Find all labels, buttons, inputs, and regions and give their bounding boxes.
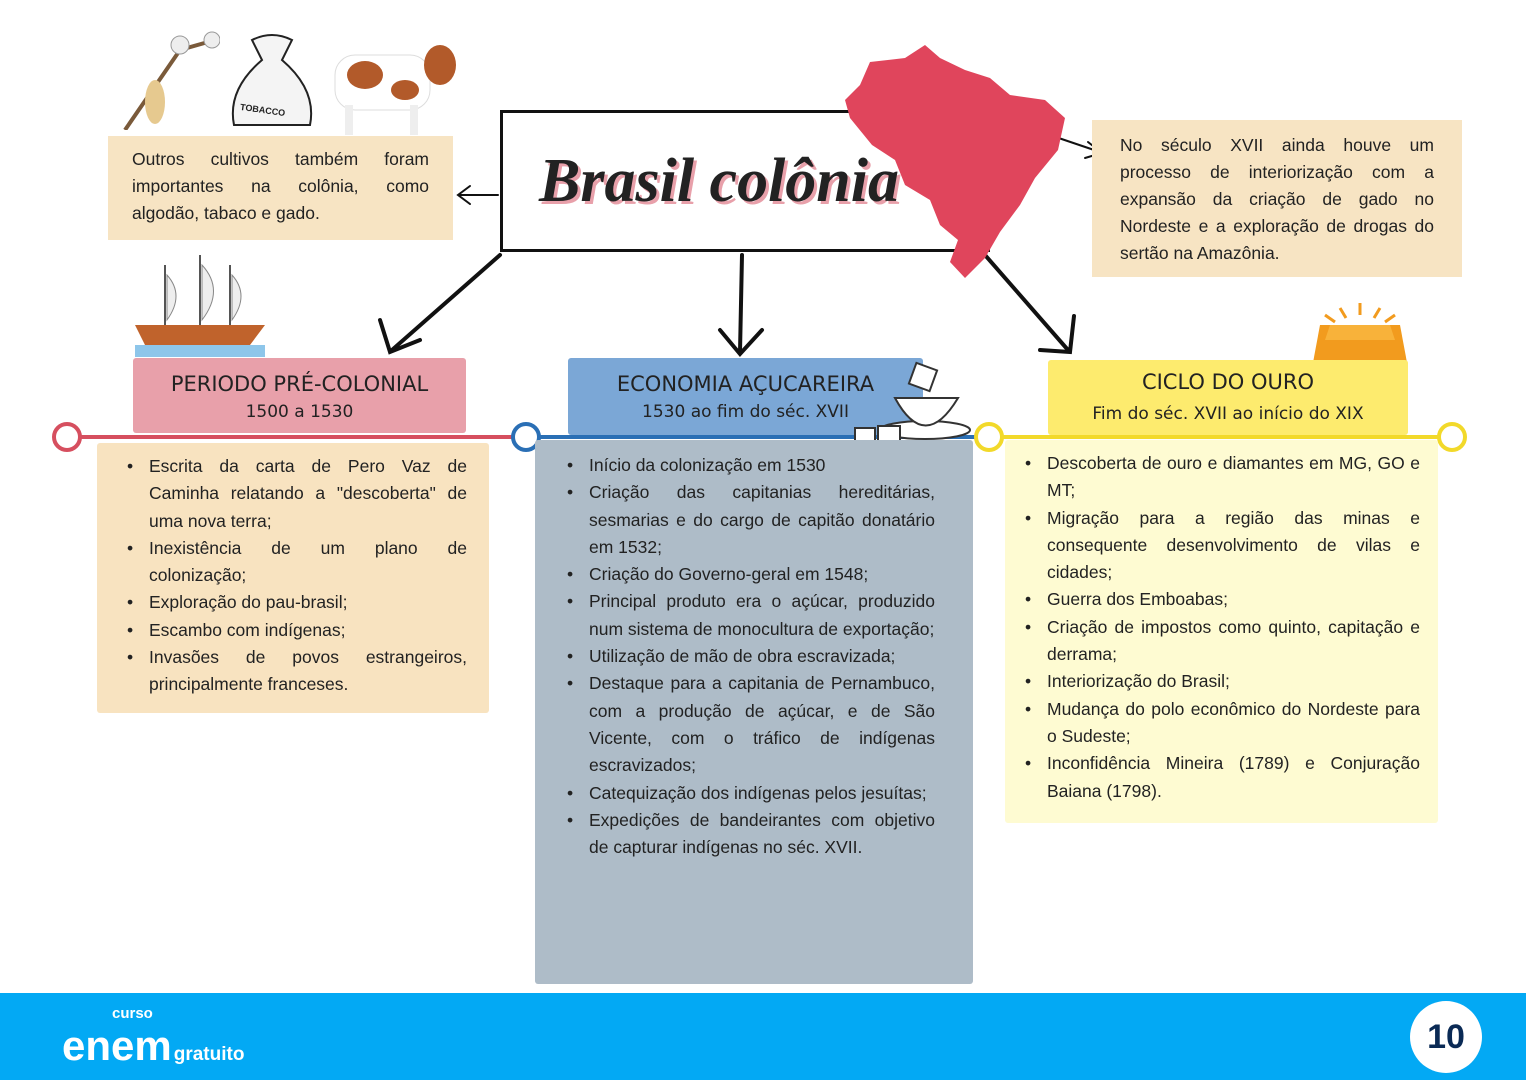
list-item: • Criação de impostos como quinto, capitação e derrama; bbox=[1019, 614, 1420, 669]
page-title: Brasil colônia bbox=[539, 147, 900, 215]
column-title: PERIODO PRÉ-COLONIAL bbox=[170, 372, 429, 396]
list-item: • Invasões de povos estrangeiros, principalmente franceses. bbox=[121, 644, 467, 699]
pre-colonial-body bbox=[97, 443, 489, 713]
column-period: 1530 ao fim do séc. XVII bbox=[642, 402, 849, 422]
list-item: • Descoberta de ouro e diamantes em MG, GO e MT; bbox=[1019, 450, 1420, 505]
list-item: • Principal produto era o açúcar, produzido num sistema de monocultura de exportação; bbox=[561, 588, 935, 643]
list-item: • Escrita da carta de Pero Vaz de Caminha relatando a "descoberta" de uma nova terra; bbox=[121, 453, 467, 535]
sugar-bowl-icon bbox=[850, 358, 975, 453]
list-item: • Catequização dos indígenas pelos jesuítas; bbox=[561, 780, 935, 807]
timeline-node bbox=[974, 422, 1004, 452]
list-item: • Destaque para a capitania de Pernambuco, com a produção de açúcar, e de São Vicente, com o tráfico de indígenas escravizados; bbox=[561, 670, 935, 779]
timeline-node bbox=[1437, 422, 1467, 452]
list-item: • Inexistência de um plano de colonização; bbox=[121, 535, 467, 590]
list-item: • Escambo com indígenas; bbox=[121, 617, 467, 644]
list-item: • Guerra dos Emboabas; bbox=[1019, 586, 1420, 613]
gold-cycle-header bbox=[1048, 360, 1408, 435]
list-item: • Expedições de bandeirantes com objetivo de capturar indígenas no séc. XVII. bbox=[561, 807, 935, 862]
timeline-node bbox=[52, 422, 82, 452]
list-item: • Inconfidência Mineira (1789) e Conjuração Baiana (1798). bbox=[1019, 750, 1420, 805]
timeline-line-yellow bbox=[1002, 435, 1438, 439]
page-number: 10 bbox=[1410, 1001, 1482, 1073]
list-item: • Exploração do pau-brasil; bbox=[121, 589, 467, 616]
brazil-map-icon bbox=[845, 45, 1075, 285]
list-item: • Migração para a região das minas e consequente desenvolvimento de vilas e cidades; bbox=[1019, 505, 1420, 587]
cotton-plant-icon bbox=[120, 30, 220, 130]
timeline-line-red bbox=[80, 435, 520, 439]
list-item: • Criação do Governo-geral em 1548; bbox=[561, 561, 935, 588]
other-crops-note: Outros cultivos também foram importantes na colônia, como algodão, tabaco e gado. bbox=[108, 136, 453, 240]
pre-colonial-header bbox=[133, 358, 466, 433]
interiorization-note: No século XVII ainda houve um processo de interiorização com a expansão da criação de gado no Nordeste e a exploração de drogas do sertão na Amazônia. bbox=[1092, 120, 1462, 277]
column-title: ECONOMIA AÇUCAREIRA bbox=[616, 372, 875, 396]
brand-logo[interactable] bbox=[62, 1005, 244, 1069]
gold-cycle-body bbox=[1005, 440, 1438, 823]
cow-icon bbox=[325, 35, 465, 140]
list-item: • Utilização de mão de obra escravizada; bbox=[561, 643, 935, 670]
logo-main: enem bbox=[62, 1022, 172, 1069]
tobacco-label: TOBACCO bbox=[239, 101, 286, 119]
sugar-economy-body bbox=[535, 440, 973, 984]
logo-small: curso bbox=[112, 1005, 153, 1022]
list-item: • Mudança do polo econômico do Nordeste para o Sudeste; bbox=[1019, 696, 1420, 751]
list-item: • Interiorização do Brasil; bbox=[1019, 668, 1420, 695]
column-period: 1500 a 1530 bbox=[245, 402, 354, 422]
column-period: Fim do séc. XVII ao início do XIX bbox=[1092, 404, 1364, 424]
column-title: CICLO DO OURO bbox=[1141, 370, 1315, 394]
logo-sub: gratuito bbox=[173, 1044, 245, 1065]
list-item: • Início da colonização em 1530 bbox=[561, 452, 935, 479]
ship-icon bbox=[135, 245, 270, 360]
footer bbox=[0, 993, 1526, 1080]
tobacco-bag-icon bbox=[222, 30, 322, 135]
list-item: • Criação das capitanias hereditárias, sesmarias e do cargo de capitão donatário em 1532; bbox=[561, 479, 935, 561]
